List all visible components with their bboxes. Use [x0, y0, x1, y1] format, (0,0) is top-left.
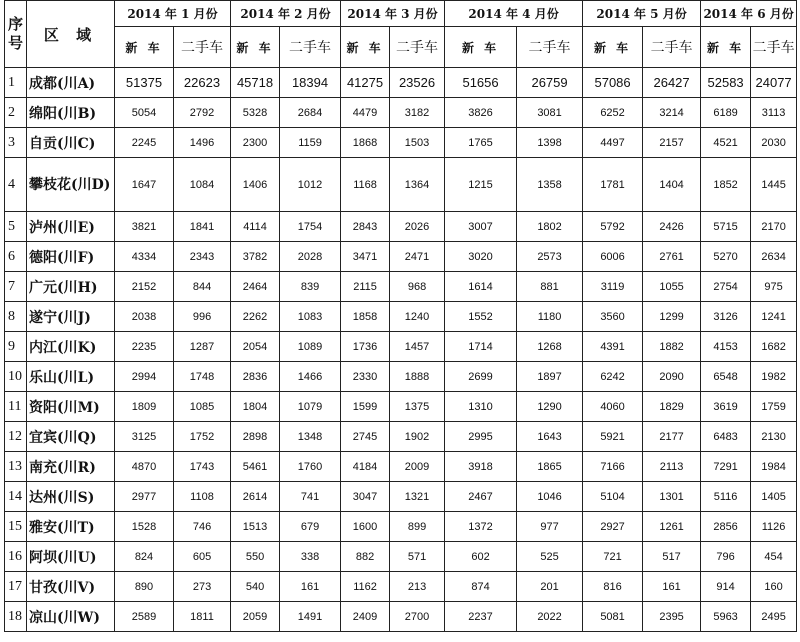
table-row	[5, 482, 797, 512]
used-car-value-cell: 1268	[517, 332, 583, 362]
used-car-value-cell: 968	[390, 272, 445, 302]
new-car-value-cell: 4153	[701, 332, 751, 362]
row-index-cell: 13	[5, 452, 27, 482]
used-car-value-cell: 1759	[751, 392, 797, 422]
used-car-value-cell: 1084	[174, 158, 231, 212]
new-car-value-cell: 5081	[583, 602, 643, 632]
new-car-value-cell: 5792	[583, 212, 643, 242]
new-car-value-cell: 7291	[701, 452, 751, 482]
region-cell: 宜宾(川Q)	[27, 422, 115, 452]
used-car-value-cell: 26759	[517, 68, 583, 98]
used-car-value-cell: 1760	[280, 452, 341, 482]
used-car-value-cell: 2028	[280, 242, 341, 272]
new-car-value-cell: 2152	[115, 272, 174, 302]
region-cell: 自贡(川C)	[27, 128, 115, 158]
region-cell: 成都(川A)	[27, 68, 115, 98]
used-car-value-cell: 1301	[643, 482, 701, 512]
new-car-value-cell: 2856	[701, 512, 751, 542]
used-car-value-cell: 1290	[517, 392, 583, 422]
used-car-value-cell: 3182	[390, 98, 445, 128]
used-car-value-cell: 1159	[280, 128, 341, 158]
used-car-value-cell: 605	[174, 542, 231, 572]
new-car-value-cell: 4870	[115, 452, 174, 482]
new-car-value-cell: 824	[115, 542, 174, 572]
new-car-value-cell: 5328	[231, 98, 280, 128]
used-car-value-cell: 26427	[643, 68, 701, 98]
month-header: 2014 年 3 月份	[341, 1, 445, 27]
new-car-value-cell: 3125	[115, 422, 174, 452]
row-index-cell: 16	[5, 542, 27, 572]
used-car-value-cell: 2009	[390, 452, 445, 482]
new-car-value-cell: 882	[341, 542, 390, 572]
region-cell: 阿坝(川U)	[27, 542, 115, 572]
new-car-value-cell: 2245	[115, 128, 174, 158]
used-car-value-cell: 2030	[751, 128, 797, 158]
new-car-value-cell: 6006	[583, 242, 643, 272]
region-cell: 遂宁(川J)	[27, 302, 115, 332]
new-car-value-cell: 57086	[583, 68, 643, 98]
month-header-row	[5, 1, 797, 27]
used-car-value-cell: 22623	[174, 68, 231, 98]
used-car-value-cell: 454	[751, 542, 797, 572]
used-car-value-cell: 1089	[280, 332, 341, 362]
used-car-value-cell: 201	[517, 572, 583, 602]
row-index-cell: 15	[5, 512, 27, 542]
used-car-value-cell: 3214	[643, 98, 701, 128]
used-car-value-cell: 1748	[174, 362, 231, 392]
new-car-value-cell: 2843	[341, 212, 390, 242]
used-car-value-cell: 1802	[517, 212, 583, 242]
used-car-value-cell: 2573	[517, 242, 583, 272]
used-car-value-cell: 1882	[643, 332, 701, 362]
used-car-value-cell: 1743	[174, 452, 231, 482]
used-car-value-cell: 2761	[643, 242, 701, 272]
used-car-value-cell: 1754	[280, 212, 341, 242]
used-car-value-cell: 213	[390, 572, 445, 602]
new-car-value-cell: 1406	[231, 158, 280, 212]
table-row	[5, 512, 797, 542]
used-car-value-cell: 571	[390, 542, 445, 572]
table-row	[5, 128, 797, 158]
used-car-value-cell: 24077	[751, 68, 797, 98]
used-car-value-cell: 2684	[280, 98, 341, 128]
new-car-value-cell: 2038	[115, 302, 174, 332]
table-row	[5, 158, 797, 212]
new-car-value-cell: 3821	[115, 212, 174, 242]
new-car-value-cell: 2994	[115, 362, 174, 392]
row-index-cell: 9	[5, 332, 27, 362]
used-car-value-cell: 2177	[643, 422, 701, 452]
new-car-value-cell: 3826	[445, 98, 517, 128]
used-car-value-cell: 839	[280, 272, 341, 302]
new-car-value-cell: 1599	[341, 392, 390, 422]
used-car-value-cell: 1398	[517, 128, 583, 158]
used-car-value-cell: 741	[280, 482, 341, 512]
region-cell: 攀枝花(川D)	[27, 158, 115, 212]
new-car-value-cell: 4391	[583, 332, 643, 362]
row-index-cell: 3	[5, 128, 27, 158]
region-cell: 雅安(川T)	[27, 512, 115, 542]
new-car-value-cell: 796	[701, 542, 751, 572]
row-index-cell: 1	[5, 68, 27, 98]
used-car-value-cell: 1841	[174, 212, 231, 242]
row-index-cell: 11	[5, 392, 27, 422]
new-car-value-cell: 2262	[231, 302, 280, 332]
used-car-header: 二手车	[280, 27, 341, 68]
new-car-value-cell: 2927	[583, 512, 643, 542]
new-car-value-cell: 1804	[231, 392, 280, 422]
new-car-value-cell: 1168	[341, 158, 390, 212]
new-car-value-cell: 2754	[701, 272, 751, 302]
used-car-value-cell: 1358	[517, 158, 583, 212]
used-car-value-cell: 1012	[280, 158, 341, 212]
used-car-value-cell: 1348	[280, 422, 341, 452]
new-car-value-cell: 1781	[583, 158, 643, 212]
new-car-value-cell: 3119	[583, 272, 643, 302]
new-car-value-cell: 4479	[341, 98, 390, 128]
used-car-value-cell: 525	[517, 542, 583, 572]
new-car-value-cell: 2977	[115, 482, 174, 512]
region-cell: 资阳(川M)	[27, 392, 115, 422]
used-car-value-cell: 2113	[643, 452, 701, 482]
region-cell: 甘孜(川V)	[27, 572, 115, 602]
new-car-value-cell: 4334	[115, 242, 174, 272]
new-car-value-cell: 5104	[583, 482, 643, 512]
used-car-value-cell: 2022	[517, 602, 583, 632]
table-row	[5, 542, 797, 572]
used-car-value-cell: 881	[517, 272, 583, 302]
new-car-value-cell: 540	[231, 572, 280, 602]
used-car-value-cell: 1491	[280, 602, 341, 632]
new-car-value-cell: 5270	[701, 242, 751, 272]
used-car-value-cell: 1299	[643, 302, 701, 332]
used-car-value-cell: 2426	[643, 212, 701, 242]
used-car-value-cell: 2130	[751, 422, 797, 452]
used-car-value-cell: 1865	[517, 452, 583, 482]
new-car-value-cell: 5963	[701, 602, 751, 632]
row-index-cell: 18	[5, 602, 27, 632]
new-car-value-cell: 816	[583, 572, 643, 602]
new-car-value-cell: 51375	[115, 68, 174, 98]
new-car-value-cell: 550	[231, 542, 280, 572]
new-car-value-cell: 3619	[701, 392, 751, 422]
used-car-value-cell: 1108	[174, 482, 231, 512]
region-cell: 泸州(川E)	[27, 212, 115, 242]
table-row	[5, 68, 797, 98]
new-car-value-cell: 51656	[445, 68, 517, 98]
used-car-value-cell: 1046	[517, 482, 583, 512]
used-car-value-cell: 1405	[751, 482, 797, 512]
new-car-value-cell: 3918	[445, 452, 517, 482]
used-car-value-cell: 1126	[751, 512, 797, 542]
table-row	[5, 242, 797, 272]
new-car-value-cell: 2409	[341, 602, 390, 632]
used-car-value-cell: 746	[174, 512, 231, 542]
new-car-header: 新 车	[115, 27, 174, 68]
new-car-value-cell: 5054	[115, 98, 174, 128]
new-car-value-cell: 2614	[231, 482, 280, 512]
row-index-cell: 12	[5, 422, 27, 452]
new-car-value-cell: 3047	[341, 482, 390, 512]
used-car-value-cell: 2395	[643, 602, 701, 632]
new-car-value-cell: 874	[445, 572, 517, 602]
new-car-value-cell: 2235	[115, 332, 174, 362]
used-car-value-cell: 2090	[643, 362, 701, 392]
used-car-value-cell: 1261	[643, 512, 701, 542]
used-car-value-cell: 679	[280, 512, 341, 542]
used-car-value-cell: 1240	[390, 302, 445, 332]
month-header: 2014 年 5 月份	[583, 1, 701, 27]
used-car-value-cell: 1496	[174, 128, 231, 158]
new-car-value-cell: 1858	[341, 302, 390, 332]
region-cell: 凉山(川W)	[27, 602, 115, 632]
used-car-value-cell: 2343	[174, 242, 231, 272]
month-header: 2014 年 1 月份	[115, 1, 231, 27]
region-cell: 南充(川R)	[27, 452, 115, 482]
used-car-value-cell: 1445	[751, 158, 797, 212]
used-car-value-cell: 1752	[174, 422, 231, 452]
new-car-value-cell: 1765	[445, 128, 517, 158]
used-car-value-cell: 844	[174, 272, 231, 302]
new-car-value-cell: 3020	[445, 242, 517, 272]
table-row	[5, 572, 797, 602]
new-car-value-cell: 2898	[231, 422, 280, 452]
used-car-value-cell: 977	[517, 512, 583, 542]
used-car-value-cell: 338	[280, 542, 341, 572]
new-car-value-cell: 2464	[231, 272, 280, 302]
row-index-cell: 7	[5, 272, 27, 302]
used-car-value-cell: 1375	[390, 392, 445, 422]
new-car-value-cell: 6189	[701, 98, 751, 128]
used-car-value-cell: 1055	[643, 272, 701, 302]
used-car-value-cell: 161	[643, 572, 701, 602]
new-car-value-cell: 1372	[445, 512, 517, 542]
new-car-value-cell: 1852	[701, 158, 751, 212]
region-cell: 内江(川K)	[27, 332, 115, 362]
used-car-value-cell: 1902	[390, 422, 445, 452]
new-car-value-cell: 3560	[583, 302, 643, 332]
table-row	[5, 362, 797, 392]
new-car-value-cell: 2589	[115, 602, 174, 632]
new-car-value-cell: 6483	[701, 422, 751, 452]
new-car-value-cell: 4184	[341, 452, 390, 482]
table-row	[5, 302, 797, 332]
table-row	[5, 452, 797, 482]
row-index-cell: 10	[5, 362, 27, 392]
row-index-cell: 14	[5, 482, 27, 512]
new-car-value-cell: 4521	[701, 128, 751, 158]
new-car-value-cell: 2836	[231, 362, 280, 392]
new-car-value-cell: 5715	[701, 212, 751, 242]
used-car-value-cell: 1083	[280, 302, 341, 332]
table-body	[5, 68, 797, 632]
region-cell: 绵阳(川B)	[27, 98, 115, 128]
new-car-value-cell: 1809	[115, 392, 174, 422]
used-car-value-cell: 996	[174, 302, 231, 332]
table-row	[5, 212, 797, 242]
used-car-value-cell: 2471	[390, 242, 445, 272]
used-car-value-cell: 1811	[174, 602, 231, 632]
row-index-cell: 2	[5, 98, 27, 128]
table-row	[5, 332, 797, 362]
used-car-value-cell: 2495	[751, 602, 797, 632]
new-car-value-cell: 2330	[341, 362, 390, 392]
used-car-value-cell: 1897	[517, 362, 583, 392]
new-car-value-cell: 2467	[445, 482, 517, 512]
new-car-value-cell: 52583	[701, 68, 751, 98]
used-car-value-cell: 18394	[280, 68, 341, 98]
new-car-value-cell: 1552	[445, 302, 517, 332]
new-car-value-cell: 3007	[445, 212, 517, 242]
used-car-value-cell: 1888	[390, 362, 445, 392]
table-row	[5, 422, 797, 452]
new-car-value-cell: 5116	[701, 482, 751, 512]
used-car-value-cell: 161	[280, 572, 341, 602]
used-car-value-cell: 1241	[751, 302, 797, 332]
new-car-header: 新 车	[583, 27, 643, 68]
new-car-value-cell: 1714	[445, 332, 517, 362]
new-car-value-cell: 4114	[231, 212, 280, 242]
region-cell: 广元(川H)	[27, 272, 115, 302]
new-car-value-cell: 6548	[701, 362, 751, 392]
new-car-value-cell: 1868	[341, 128, 390, 158]
used-car-value-cell: 1643	[517, 422, 583, 452]
month-header: 2014 年 6 月份	[701, 1, 797, 27]
used-car-value-cell: 1404	[643, 158, 701, 212]
registration-table	[4, 0, 797, 632]
new-car-value-cell: 1736	[341, 332, 390, 362]
used-car-value-cell: 1180	[517, 302, 583, 332]
new-car-value-cell: 4497	[583, 128, 643, 158]
region-cell: 达州(川S)	[27, 482, 115, 512]
used-car-value-cell: 517	[643, 542, 701, 572]
new-car-value-cell: 3471	[341, 242, 390, 272]
new-car-value-cell: 721	[583, 542, 643, 572]
new-car-value-cell: 6242	[583, 362, 643, 392]
new-car-value-cell: 3782	[231, 242, 280, 272]
new-car-value-cell: 1215	[445, 158, 517, 212]
used-car-value-cell: 2792	[174, 98, 231, 128]
new-car-value-cell: 3126	[701, 302, 751, 332]
used-car-value-cell: 1682	[751, 332, 797, 362]
new-car-value-cell: 1310	[445, 392, 517, 422]
used-car-value-cell: 2170	[751, 212, 797, 242]
new-car-value-cell: 1513	[231, 512, 280, 542]
new-car-value-cell: 2995	[445, 422, 517, 452]
used-car-value-cell: 1287	[174, 332, 231, 362]
new-car-value-cell: 2054	[231, 332, 280, 362]
used-car-value-cell: 1503	[390, 128, 445, 158]
region-header: 区 域	[27, 1, 115, 68]
new-car-value-cell: 5461	[231, 452, 280, 482]
new-car-value-cell: 1647	[115, 158, 174, 212]
table-row	[5, 602, 797, 632]
used-car-value-cell: 2026	[390, 212, 445, 242]
used-car-value-cell: 160	[751, 572, 797, 602]
new-car-value-cell: 2745	[341, 422, 390, 452]
new-car-value-cell: 1528	[115, 512, 174, 542]
index-header: 序号	[5, 1, 27, 68]
new-car-value-cell: 890	[115, 572, 174, 602]
used-car-value-cell: 1321	[390, 482, 445, 512]
new-car-value-cell: 2115	[341, 272, 390, 302]
row-index-cell: 17	[5, 572, 27, 602]
new-car-header: 新 车	[341, 27, 390, 68]
new-car-value-cell: 2300	[231, 128, 280, 158]
row-index-cell: 5	[5, 212, 27, 242]
new-car-value-cell: 1614	[445, 272, 517, 302]
used-car-value-cell: 1829	[643, 392, 701, 422]
new-car-value-cell: 914	[701, 572, 751, 602]
row-index-cell: 6	[5, 242, 27, 272]
new-car-value-cell: 2059	[231, 602, 280, 632]
new-car-value-cell: 7166	[583, 452, 643, 482]
used-car-value-cell: 3113	[751, 98, 797, 128]
new-car-header: 新 车	[445, 27, 517, 68]
used-car-value-cell: 2157	[643, 128, 701, 158]
used-car-value-cell: 1364	[390, 158, 445, 212]
used-car-value-cell: 899	[390, 512, 445, 542]
month-header: 2014 年 4 月份	[445, 1, 583, 27]
new-car-value-cell: 45718	[231, 68, 280, 98]
used-car-value-cell: 3081	[517, 98, 583, 128]
region-cell: 德阳(川F)	[27, 242, 115, 272]
new-car-value-cell: 602	[445, 542, 517, 572]
new-car-value-cell: 1600	[341, 512, 390, 542]
used-car-value-cell: 2634	[751, 242, 797, 272]
new-car-value-cell: 6252	[583, 98, 643, 128]
region-cell: 乐山(川L)	[27, 362, 115, 392]
used-car-value-cell: 975	[751, 272, 797, 302]
used-car-value-cell: 2700	[390, 602, 445, 632]
used-car-value-cell: 1085	[174, 392, 231, 422]
new-car-value-cell: 5921	[583, 422, 643, 452]
used-car-value-cell: 1984	[751, 452, 797, 482]
used-car-value-cell: 23526	[390, 68, 445, 98]
month-header: 2014 年 2 月份	[231, 1, 341, 27]
row-index-cell: 8	[5, 302, 27, 332]
row-index-cell: 4	[5, 158, 27, 212]
new-car-header: 新 车	[701, 27, 751, 68]
used-car-header: 二手车	[643, 27, 701, 68]
used-car-value-cell: 1079	[280, 392, 341, 422]
new-car-value-cell: 4060	[583, 392, 643, 422]
table-row	[5, 272, 797, 302]
used-car-value-cell: 1982	[751, 362, 797, 392]
sub-header-row	[5, 27, 797, 68]
used-car-header: 二手车	[174, 27, 231, 68]
used-car-value-cell: 1466	[280, 362, 341, 392]
new-car-value-cell: 41275	[341, 68, 390, 98]
new-car-value-cell: 1162	[341, 572, 390, 602]
used-car-header: 二手车	[390, 27, 445, 68]
used-car-value-cell: 273	[174, 572, 231, 602]
table-row	[5, 392, 797, 422]
new-car-header: 新 车	[231, 27, 280, 68]
new-car-value-cell: 2699	[445, 362, 517, 392]
used-car-value-cell: 1457	[390, 332, 445, 362]
table-row	[5, 98, 797, 128]
new-car-value-cell: 2237	[445, 602, 517, 632]
used-car-header: 二手车	[751, 27, 797, 68]
used-car-header: 二手车	[517, 27, 583, 68]
